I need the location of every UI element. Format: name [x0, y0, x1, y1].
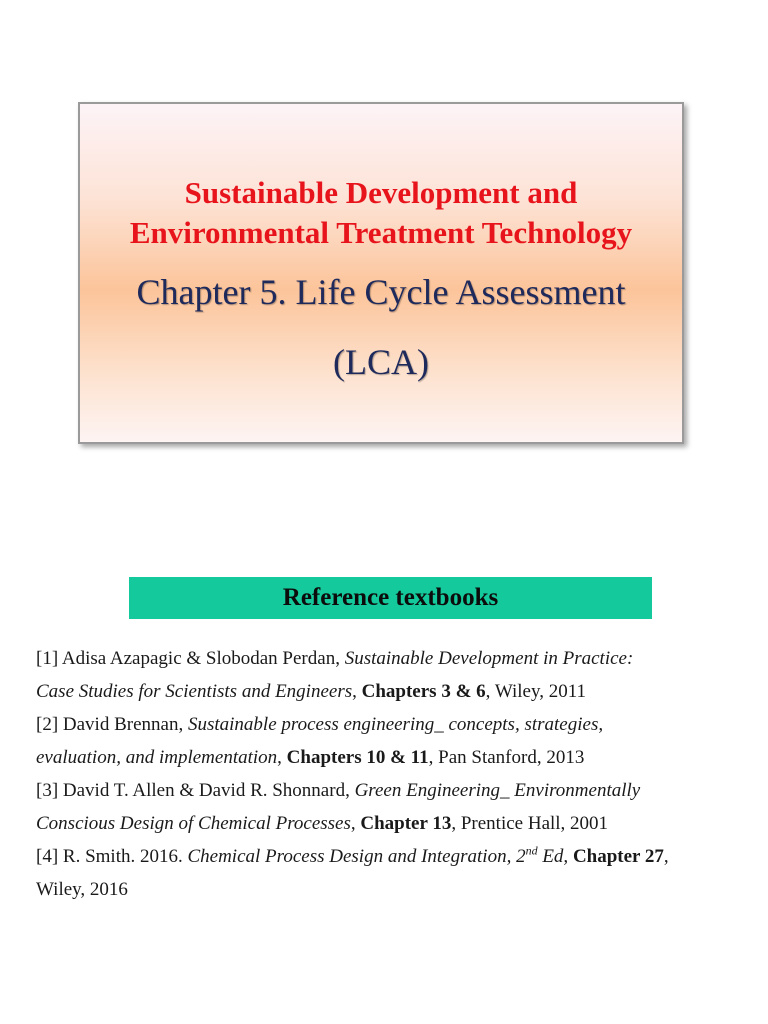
reference-edition: Ed,: [537, 846, 569, 867]
reference-title: Sustainable Development in Practice:: [344, 648, 634, 669]
reference-authors: Adisa Azapagic & Slobodan Perdan,: [61, 648, 345, 669]
reference-publisher: Wiley, 2016: [36, 879, 128, 900]
reference-publisher: , Pan Stanford, 2013: [428, 747, 585, 768]
reference-authors: David Brennan,: [62, 714, 188, 735]
reference-number: [4]: [36, 846, 63, 867]
ordinal-superscript: nd: [525, 843, 538, 858]
separator: ,: [352, 681, 362, 702]
reference-chapters: Chapter 13: [360, 813, 452, 834]
reference-3-line-1: [36, 774, 756, 807]
chapter-title-line-1: Chapter 5. Life Cycle Assessment: [136, 272, 626, 312]
course-title-line-2: Environmental Treatment Technology: [129, 215, 633, 250]
separator: ,: [663, 846, 669, 867]
reference-title: Green Engineering_ Environmentally: [354, 780, 641, 801]
reference-4-line-1: [36, 840, 756, 873]
reference-title: Sustainable process engineering_ concepts, strategies,: [187, 714, 604, 735]
reference-chapters: Chapters 10 & 11: [286, 747, 429, 768]
course-title-line-1: Sustainable Development and: [184, 175, 578, 210]
reference-chapters: Chapters 3 & 6: [361, 681, 486, 702]
reference-authors: David T. Allen & David R. Shonnard,: [62, 780, 355, 801]
reference-2-line-2: [36, 741, 756, 774]
reference-4-line-2: [36, 873, 756, 906]
reference-list: [36, 642, 756, 906]
reference-title: Chemical Process Design and Integration, 2: [187, 846, 526, 867]
reference-1-line-2: [36, 675, 756, 708]
reference-title: Case Studies for Scientists and Engineers: [36, 681, 353, 702]
reference-publisher: , Wiley, 2011: [485, 681, 587, 702]
separator: ,: [350, 813, 361, 834]
reference-number: [1]: [36, 648, 62, 669]
reference-chapters: Chapter 27: [572, 846, 664, 867]
reference-title: evaluation, and implementation: [36, 747, 278, 768]
reference-publisher: , Prentice Hall, 2001: [451, 813, 609, 834]
separator: ,: [277, 747, 287, 768]
reference-number: [2]: [36, 714, 63, 735]
reference-number: [3]: [36, 780, 63, 801]
reference-2-line-1: [36, 708, 756, 741]
chapter-title-line-2: (LCA): [333, 342, 429, 382]
reference-1-line-1: [36, 642, 756, 675]
reference-3-line-2: [36, 807, 756, 840]
title-box: [78, 102, 684, 444]
reference-authors: R. Smith. 2016.: [62, 846, 188, 867]
reference-title: Conscious Design of Chemical Processes: [36, 813, 351, 834]
reference-textbooks-heading: Reference textbooks: [129, 577, 652, 619]
